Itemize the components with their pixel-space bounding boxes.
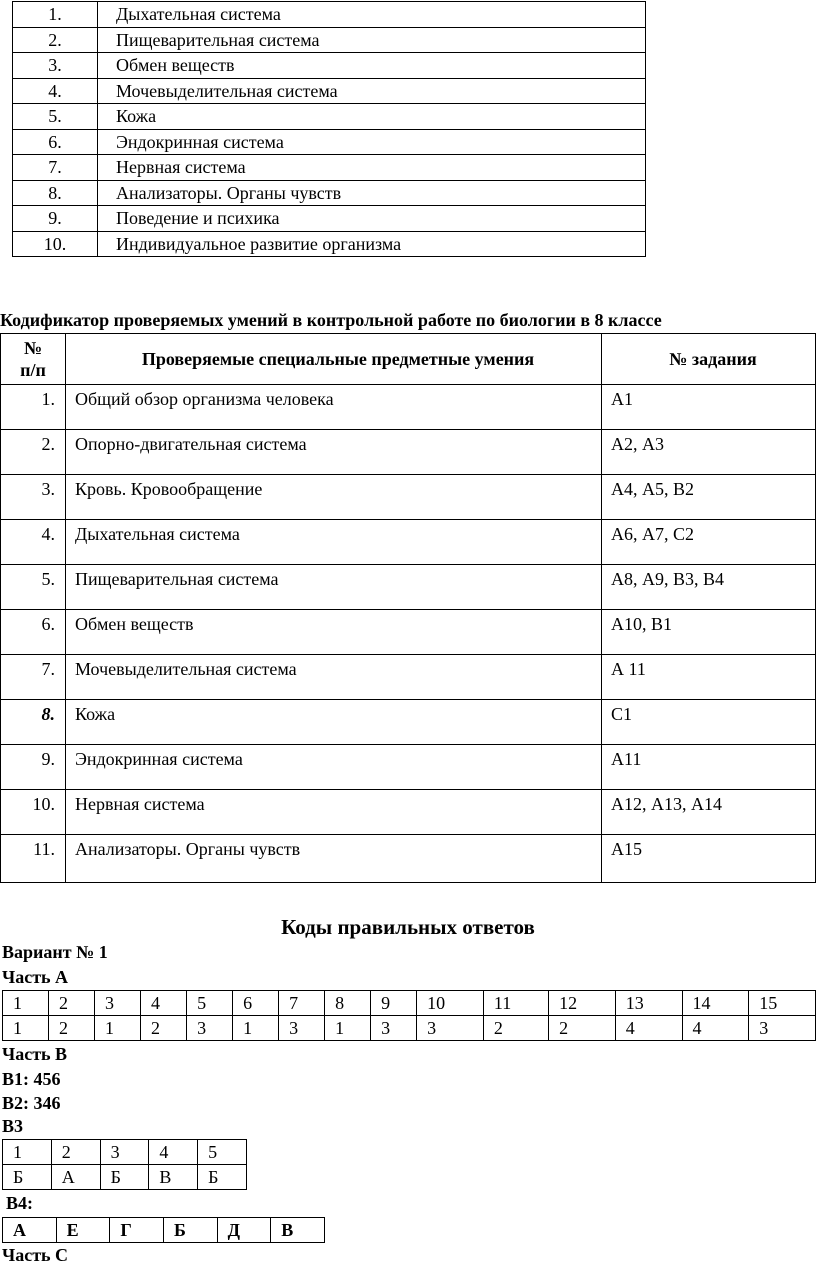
codifier-row-task: А10, В1	[602, 610, 816, 655]
codifier-row	[1, 835, 816, 883]
part-a-question-cell: 7	[279, 991, 325, 1016]
part-b-label: Часть В	[2, 1044, 68, 1064]
part-a-question-cell: 13	[615, 991, 682, 1016]
part-a-answer-cell: 2	[49, 1016, 95, 1041]
part-a-answer-cell: 2	[141, 1016, 187, 1041]
part-a-answer-cell: 3	[371, 1016, 417, 1041]
systems-row-num: 9.	[13, 206, 98, 232]
part-a-answer-cell: 3	[279, 1016, 325, 1041]
codifier-header-row	[1, 334, 816, 385]
b3-answer-cell: Б	[3, 1165, 52, 1190]
part-a-question-cell: 5	[187, 991, 233, 1016]
b3-answer-cell: Б	[198, 1165, 247, 1190]
part-c-label: Часть С	[2, 1245, 69, 1265]
codifier-row	[1, 655, 816, 700]
systems-row-label: Индивидуальное развитие организма	[98, 231, 646, 257]
codifier-row-skill: Дыхательная система	[66, 520, 602, 565]
codifier-row-num: 9.	[1, 745, 66, 790]
part-a-answers-table	[2, 990, 816, 1041]
b3-label: В3	[2, 1116, 24, 1136]
answers-title: Коды правильных ответов	[281, 915, 535, 939]
codifier-row-skill: Нервная система	[66, 790, 602, 835]
part-a-question-cell: 2	[49, 991, 95, 1016]
systems-row-label: Поведение и психика	[98, 206, 646, 232]
codifier-row-skill: Опорно-двигательная система	[66, 430, 602, 475]
systems-row-num: 1.	[13, 2, 98, 28]
part-a-answer-cell: 3	[187, 1016, 233, 1041]
b3-answer-row	[3, 1165, 247, 1190]
codifier-row-num: 10.	[1, 790, 66, 835]
systems-row-num: 3.	[13, 53, 98, 79]
part-a-answer-row	[3, 1016, 816, 1041]
part-a-question-cell: 6	[233, 991, 279, 1016]
codifier-row-num: 6.	[1, 610, 66, 655]
part-a-question-cell: 10	[417, 991, 484, 1016]
codifier-row-task: А8, А9, В3, В4	[602, 565, 816, 610]
codifier-row-skill: Анализаторы. Органы чувств	[66, 835, 602, 883]
b4-answer-cell: В	[271, 1218, 325, 1243]
codifier-row-task: А6, А7, С2	[602, 520, 816, 565]
systems-row-label: Дыхательная система	[98, 2, 646, 28]
codifier-title: Кодификатор проверяемых умений в контрольной работе по биологии в 8 классе	[0, 310, 662, 330]
systems-row-label: Пищеварительная система	[98, 27, 646, 53]
b4-answer-cell: Е	[56, 1218, 110, 1243]
b4-answer-row	[3, 1218, 325, 1243]
codifier-row-skill: Кожа	[66, 700, 602, 745]
codifier-row-task: А1	[602, 385, 816, 430]
codifier-row-num: 1.	[1, 385, 66, 430]
codifier-row	[1, 565, 816, 610]
b4-answer-cell: Б	[163, 1218, 217, 1243]
b4-answer-cell: Д	[217, 1218, 271, 1243]
codifier-row-task: А4, А5, В2	[602, 475, 816, 520]
codifier-row-task: А 11	[602, 655, 816, 700]
codifier-row	[1, 385, 816, 430]
b3-answers-table	[2, 1139, 247, 1190]
part-a-question-cell: 15	[749, 991, 816, 1016]
systems-row-num: 10.	[13, 231, 98, 257]
b4-answer-cell: Г	[110, 1218, 164, 1243]
b3-question-cell: 2	[51, 1140, 100, 1165]
part-a-question-cell: 11	[483, 991, 548, 1016]
part-a-answer-cell: 4	[682, 1016, 749, 1041]
codifier-row-task: А15	[602, 835, 816, 883]
part-a-answer-cell: 1	[325, 1016, 371, 1041]
b4-label: В4:	[6, 1193, 33, 1213]
systems-row-label: Кожа	[98, 104, 646, 130]
codifier-row-num: 5.	[1, 565, 66, 610]
header-task: № задания	[602, 334, 816, 385]
systems-row-num: 6.	[13, 129, 98, 155]
b3-question-cell: 3	[100, 1140, 149, 1165]
codifier-row	[1, 790, 816, 835]
codifier-row-num: 8.	[1, 700, 66, 745]
codifier-row	[1, 700, 816, 745]
b3-question-cell: 4	[149, 1140, 198, 1165]
b3-question-row	[3, 1140, 247, 1165]
part-a-answer-cell: 2	[483, 1016, 548, 1041]
systems-row-label: Нервная система	[98, 155, 646, 181]
codifier-row-num: 11.	[1, 835, 66, 883]
b1-answer: В1: 456	[2, 1069, 61, 1089]
systems-row-label: Анализаторы. Органы чувств	[98, 180, 646, 206]
part-a-question-cell: 14	[682, 991, 749, 1016]
b3-question-cell: 5	[198, 1140, 247, 1165]
part-a-label: Часть А	[2, 967, 69, 987]
part-a-answer-cell: 3	[417, 1016, 484, 1041]
codifier-row-skill: Мочевыделительная система	[66, 655, 602, 700]
part-a-answer-cell: 2	[549, 1016, 616, 1041]
systems-row-label: Мочевыделительная система	[98, 78, 646, 104]
systems-row	[13, 129, 646, 155]
systems-row	[13, 206, 646, 232]
part-a-question-cell: 12	[549, 991, 616, 1016]
codifier-row-skill: Эндокринная система	[66, 745, 602, 790]
codifier-row-task: А12, А13, А14	[602, 790, 816, 835]
codifier-row-num: 2.	[1, 430, 66, 475]
codifier-table	[0, 333, 816, 883]
systems-row	[13, 180, 646, 206]
codifier-row-skill: Общий обзор организма человека	[66, 385, 602, 430]
variant-label: Вариант № 1	[2, 942, 108, 962]
systems-row-num: 2.	[13, 27, 98, 53]
part-a-question-cell: 1	[3, 991, 49, 1016]
codifier-row	[1, 610, 816, 655]
systems-row	[13, 78, 646, 104]
systems-row	[13, 2, 646, 28]
systems-row	[13, 27, 646, 53]
header-num: № п/п	[1, 334, 66, 385]
codifier-row-skill: Кровь. Кровообращение	[66, 475, 602, 520]
codifier-row	[1, 745, 816, 790]
b3-question-cell: 1	[3, 1140, 52, 1165]
codifier-row-num: 7.	[1, 655, 66, 700]
header-skills: Проверяемые специальные предметные умения	[66, 334, 602, 385]
codifier-row	[1, 430, 816, 475]
codifier-row-num: 3.	[1, 475, 66, 520]
codifier-row-task: А11	[602, 745, 816, 790]
codifier-row-skill: Обмен веществ	[66, 610, 602, 655]
part-a-answer-cell: 1	[95, 1016, 141, 1041]
part-a-answer-cell: 1	[233, 1016, 279, 1041]
systems-row	[13, 155, 646, 181]
codifier-row-skill: Пищеварительная система	[66, 565, 602, 610]
codifier-row	[1, 475, 816, 520]
b3-answer-cell: А	[51, 1165, 100, 1190]
systems-row-num: 7.	[13, 155, 98, 181]
part-a-answer-cell: 4	[615, 1016, 682, 1041]
part-a-question-row	[3, 991, 816, 1016]
systems-row-label: Эндокринная система	[98, 129, 646, 155]
b4-answers-table	[2, 1217, 325, 1243]
systems-row	[13, 104, 646, 130]
part-a-question-cell: 4	[141, 991, 187, 1016]
part-a-answer-cell: 1	[3, 1016, 49, 1041]
part-a-answer-cell: 3	[749, 1016, 816, 1041]
b2-answer: В2: 346	[2, 1093, 61, 1113]
b3-answer-cell: В	[149, 1165, 198, 1190]
codifier-row-task: А2, А3	[602, 430, 816, 475]
codifier-row	[1, 520, 816, 565]
systems-row-label: Обмен веществ	[98, 53, 646, 79]
b3-answer-cell: Б	[100, 1165, 149, 1190]
systems-row	[13, 231, 646, 257]
part-a-question-cell: 3	[95, 991, 141, 1016]
part-a-question-cell: 8	[325, 991, 371, 1016]
systems-row-num: 4.	[13, 78, 98, 104]
codifier-row-num: 4.	[1, 520, 66, 565]
codifier-row-task: С1	[602, 700, 816, 745]
systems-row	[13, 53, 646, 79]
b4-answer-cell: А	[3, 1218, 57, 1243]
systems-row-num: 5.	[13, 104, 98, 130]
systems-table	[12, 1, 646, 257]
part-a-question-cell: 9	[371, 991, 417, 1016]
systems-row-num: 8.	[13, 180, 98, 206]
